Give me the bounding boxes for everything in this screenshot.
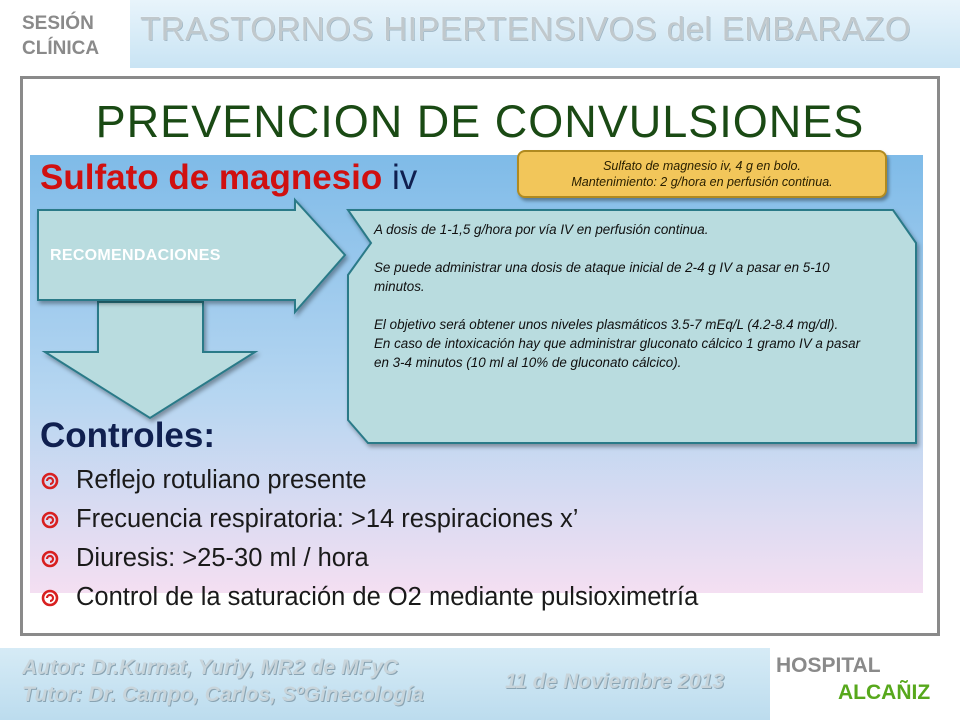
controls-list [40, 461, 698, 617]
spiral-bullet-icon [40, 586, 76, 610]
dosage-note-line2: Mantenimiento: 2 g/hora en perfusión continua. [571, 175, 833, 189]
recommendation-dose: A dosis de 1-1,5 g/hora por vía IV en perfusión continua. [374, 222, 709, 237]
footer-author: Autor: Dr.Kurnat, Yuriy, MR2 de MFyC [22, 656, 399, 679]
footer-date: 11 de Noviembre 2013 [505, 670, 725, 693]
control-text: Control de la saturación de O2 mediante pulsioximetría [76, 583, 699, 611]
control-text: Frecuencia respiratoria: >14 respiraciones x’ [76, 505, 579, 533]
recommendations-text [374, 220, 874, 372]
list-item [40, 578, 698, 617]
spiral-bullet-icon [40, 469, 76, 493]
footer-tutor: Tutor: Dr. Campo, Carlos, SºGinecología [22, 683, 424, 706]
down-arrow-icon [45, 302, 255, 418]
recommendation-target-levels: El objetivo será obtener unos niveles plasmáticos 3.5-7 mEq/L (4.2-8.4 mg/dl). [374, 317, 839, 332]
spiral-bullet-icon [40, 508, 76, 532]
session-badge-line2: CLÍNICA [22, 38, 100, 59]
controls-title: Controles: [40, 416, 215, 455]
recommendation-loading-dose: Se puede administrar una dosis de ataque inicial de 2-4 g IV a pasar en 5-10 minutos. [374, 260, 830, 294]
recommendations-label: RECOMENDACIONES [50, 247, 221, 264]
hospital-line1: HOSPITAL [776, 654, 881, 677]
header-title: TRASTORNOS HIPERTENSIVOS del EMBARAZO [140, 10, 911, 47]
recommendation-intoxication: En caso de intoxicación hay que administrar gluconato cálcico 1 gramo IV a pasar en 3-4 minutos (10 ml al 10% de gluconato cálcico). [374, 336, 861, 370]
spiral-bullet-icon [40, 547, 76, 571]
drug-route: iv [392, 158, 418, 197]
slide-title: PREVENCION DE CONVULSIONES [95, 96, 865, 147]
hospital-line2: ALCAÑIZ [838, 681, 931, 704]
list-item [40, 539, 698, 578]
list-item [40, 500, 698, 539]
footer-credits [22, 654, 424, 708]
session-badge-line1: SESIÓN [22, 13, 94, 34]
list-item [40, 461, 698, 500]
dosage-note-line1: Sulfato de magnesio iv, 4 g en bolo. [603, 159, 801, 173]
control-text: Diuresis: >25-30 ml / hora [76, 544, 369, 572]
drug-name: Sulfato de magnesio [40, 158, 383, 197]
control-text: Reflejo rotuliano presente [76, 466, 367, 494]
